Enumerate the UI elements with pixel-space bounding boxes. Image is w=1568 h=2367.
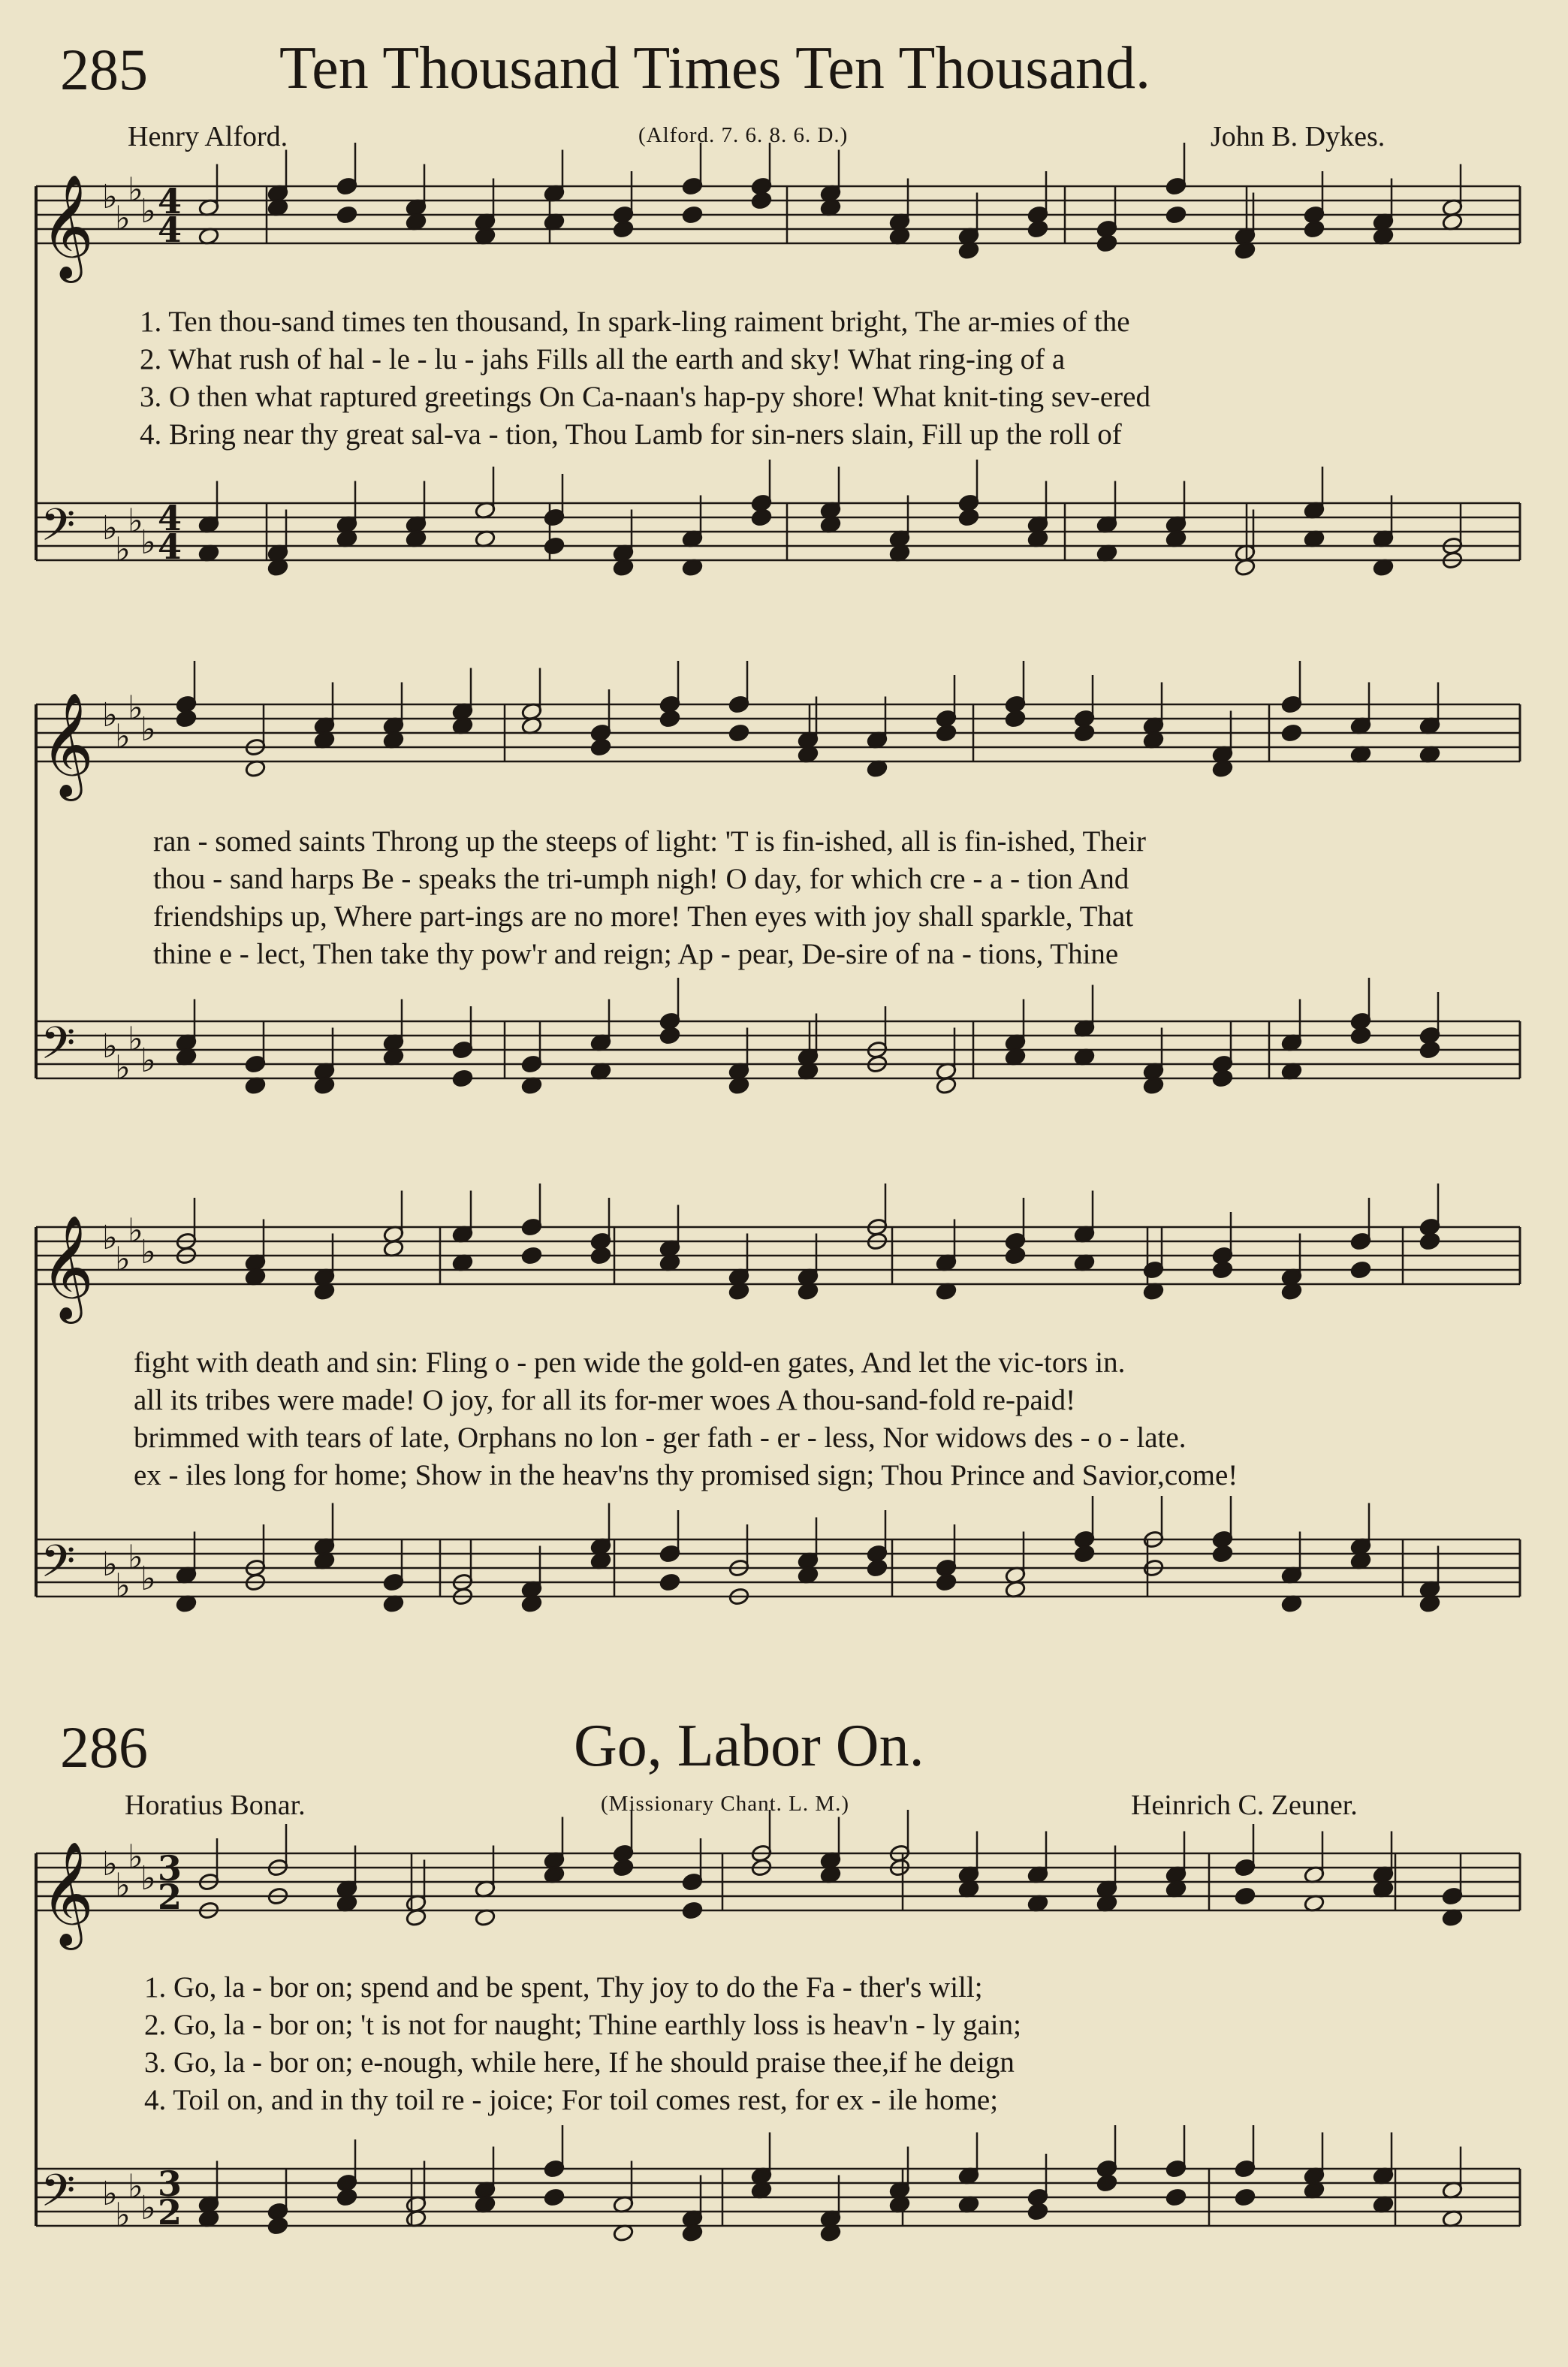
note-head xyxy=(1281,723,1303,742)
note-head xyxy=(336,205,358,224)
note-head xyxy=(958,508,980,526)
flat-icon: ♭ xyxy=(115,1566,131,1606)
lyric-line: 2. Go, la - bor on; 't is not for naught; Thine earthly loss is heav'n - ly gain; xyxy=(144,2009,1021,2041)
time-signature: 3 xyxy=(158,1848,182,1889)
treble-clef-icon: 𝄞 xyxy=(41,692,94,797)
time-signature: 4 xyxy=(158,181,182,222)
note-head xyxy=(1096,234,1118,252)
hymn-author: Henry Alford. xyxy=(128,121,288,152)
flat-icon: ♭ xyxy=(102,1027,118,1066)
flat-icon: ♭ xyxy=(140,2189,156,2227)
flat-icon: ♭ xyxy=(128,502,143,541)
note-head xyxy=(1235,2188,1256,2206)
note-head xyxy=(682,1901,704,1919)
flat-icon: ♭ xyxy=(102,696,118,734)
flat-icon: ♭ xyxy=(102,178,118,216)
time-signature: 2 xyxy=(158,1877,182,1917)
flat-icon: ♭ xyxy=(115,717,131,756)
note-head xyxy=(267,2216,289,2235)
note-head xyxy=(1350,1026,1372,1045)
hymn-author: Horatius Bonar. xyxy=(125,1790,306,1821)
note-head xyxy=(336,2188,358,2206)
note-head xyxy=(936,723,957,742)
hymn-tune: (Missionary Chant. L. M.) xyxy=(601,1792,850,1816)
hymn-number: 285 xyxy=(60,37,148,102)
hymn-tune: (Alford. 7. 6. 8. 6. D.) xyxy=(638,123,849,147)
note-head xyxy=(452,1069,474,1087)
flat-icon: ♭ xyxy=(140,192,156,231)
flat-icon: ♭ xyxy=(128,1211,143,1250)
note-head xyxy=(659,1026,681,1045)
note-head xyxy=(867,1558,888,1577)
hymn-number: 286 xyxy=(60,1714,148,1780)
flat-icon: ♭ xyxy=(140,1042,156,1080)
note-head xyxy=(1212,1069,1234,1087)
flat-icon: ♭ xyxy=(128,1538,143,1577)
flat-icon: ♭ xyxy=(102,1219,118,1257)
time-signature: 3 xyxy=(158,2163,182,2204)
note-head xyxy=(521,1246,543,1265)
treble-clef-icon: 𝄞 xyxy=(41,1215,94,1319)
bass-clef-icon: 𝄢 xyxy=(41,1017,76,1080)
flat-icon: ♭ xyxy=(140,1560,156,1598)
lyric-line: 4. Toil on, and in thy toil re - joice; For toil comes rest, for ex - ile home; xyxy=(144,2084,999,2116)
flat-icon: ♭ xyxy=(140,1233,156,1271)
lyric-line: ex - iles long for home; Show in the heav'ns thy promised sign; Thou Prince and Savior,come! xyxy=(134,1459,1238,1491)
lyric-line: 1. Go, la - bor on; spend and be spent, Thy joy to do the Fa - ther's will; xyxy=(144,1971,983,2004)
treble-clef-icon: 𝄞 xyxy=(41,174,94,279)
note-head xyxy=(682,205,704,224)
hymn-composer: Heinrich C. Zeuner. xyxy=(1131,1790,1358,1821)
treble-clef-icon: 𝄞 xyxy=(41,1841,94,1946)
note-head xyxy=(1165,2188,1187,2206)
flat-icon: ♭ xyxy=(140,523,156,562)
lyric-line: 3. O then what raptured greetings On Ca-naan's hap-py shore! What knit-ting sev-ered xyxy=(140,381,1150,413)
lyric-line: brimmed with tears of late, Orphans no lon - ger fath - er - less, Nor widows des - o - late. xyxy=(134,1422,1187,1454)
flat-icon: ♭ xyxy=(115,2196,131,2235)
hymn-composer: John B. Dykes. xyxy=(1211,121,1386,152)
note-head xyxy=(590,737,612,756)
flat-icon: ♭ xyxy=(140,1859,156,1898)
lyric-line: 1. Ten thou-sand times ten thousand, In spark-ling raiment bright, The ar-mies of the xyxy=(140,306,1130,338)
note-head xyxy=(544,536,565,555)
hymn-title: Go, Labor On. xyxy=(574,1713,924,1779)
note-head xyxy=(659,709,681,728)
bass-clef-icon: 𝄢 xyxy=(41,1535,76,1598)
bass-clef-icon: 𝄢 xyxy=(41,2164,76,2227)
flat-icon: ♭ xyxy=(115,1240,131,1279)
note-head xyxy=(728,723,750,742)
lyric-line: fight with death and sin: Fling o - pen wide the gold-en gates, And let the vic-tors in. xyxy=(134,1346,1126,1379)
flat-icon: ♭ xyxy=(115,1866,131,1905)
note-head xyxy=(1074,1544,1096,1563)
time-signature: 4 xyxy=(158,498,182,538)
flat-icon: ♭ xyxy=(102,2175,118,2213)
lyric-line: friendships up, Where part-ings are no more! Then eyes with joy shall sparkle, That xyxy=(153,900,1134,933)
note-head xyxy=(1027,2202,1049,2221)
lyric-line: 4. Bring near thy great sal-va - tion, Thou Lamb for sin-ners slain, Fill up the roll of xyxy=(140,418,1122,451)
note-head xyxy=(1419,1232,1441,1250)
hymn-title: Ten Thousand Times Ten Thousand. xyxy=(279,35,1150,101)
flat-icon: ♭ xyxy=(102,1545,118,1584)
flat-icon: ♭ xyxy=(128,170,143,210)
time-signature: 4 xyxy=(158,526,182,567)
note-head xyxy=(544,2188,565,2206)
time-signature: 4 xyxy=(158,210,182,250)
flat-icon: ♭ xyxy=(102,1845,118,1883)
flat-icon: ♭ xyxy=(128,2167,143,2206)
lyric-line: ran - somed saints Throng up the steeps of light: 'T is fin-ished, all is fin-ished, Their xyxy=(153,825,1147,858)
lyric-line: 3. Go, la - bor on; e-nough, while here, If he should praise thee,if he deign xyxy=(144,2046,1015,2079)
note-head xyxy=(176,709,198,728)
note-head xyxy=(1027,219,1049,238)
time-signature: 2 xyxy=(158,2192,182,2233)
note-head xyxy=(1235,1886,1256,1905)
note-head xyxy=(1212,1544,1234,1563)
flat-icon: ♭ xyxy=(128,1838,143,1877)
note-head xyxy=(1165,205,1187,224)
lyric-line: thou - sand harps Be - speaks the tri-umph nigh! O day, for which cre - a - tion And xyxy=(153,863,1129,895)
flat-icon: ♭ xyxy=(102,509,118,547)
flat-icon: ♭ xyxy=(115,530,131,569)
note-head xyxy=(936,1572,957,1591)
note-head xyxy=(1419,1040,1441,1059)
note-head xyxy=(1074,723,1096,742)
note-head xyxy=(613,219,635,238)
flat-icon: ♭ xyxy=(140,710,156,749)
note-head xyxy=(1005,709,1027,728)
note-head xyxy=(1096,2173,1118,2192)
note-head xyxy=(1212,1260,1234,1279)
note-head xyxy=(659,1572,681,1591)
lyric-line: all its tribes were made! O joy, for all its for-mer woes A thou-sand-fold re-paid! xyxy=(134,1384,1076,1416)
note-head xyxy=(1350,1260,1372,1279)
flat-icon: ♭ xyxy=(128,1020,143,1059)
note-head xyxy=(1304,219,1325,238)
flat-icon: ♭ xyxy=(128,689,143,728)
note-head xyxy=(1005,1246,1027,1265)
note-head xyxy=(751,191,773,210)
lyric-line: 2. What rush of hal - le - lu - jahs Fills all the earth and sky! What ring-ing of a xyxy=(140,343,1066,375)
lyric-line: thine e - lect, Then take thy pow'r and reign; Ap - pear, De-sire of na - tions, Thine xyxy=(153,938,1119,970)
note-head xyxy=(613,1858,635,1877)
bass-clef-icon: 𝄢 xyxy=(41,499,76,562)
flat-icon: ♭ xyxy=(115,1048,131,1087)
note-head xyxy=(590,1246,612,1265)
flat-icon: ♭ xyxy=(115,199,131,238)
note-head xyxy=(751,508,773,526)
